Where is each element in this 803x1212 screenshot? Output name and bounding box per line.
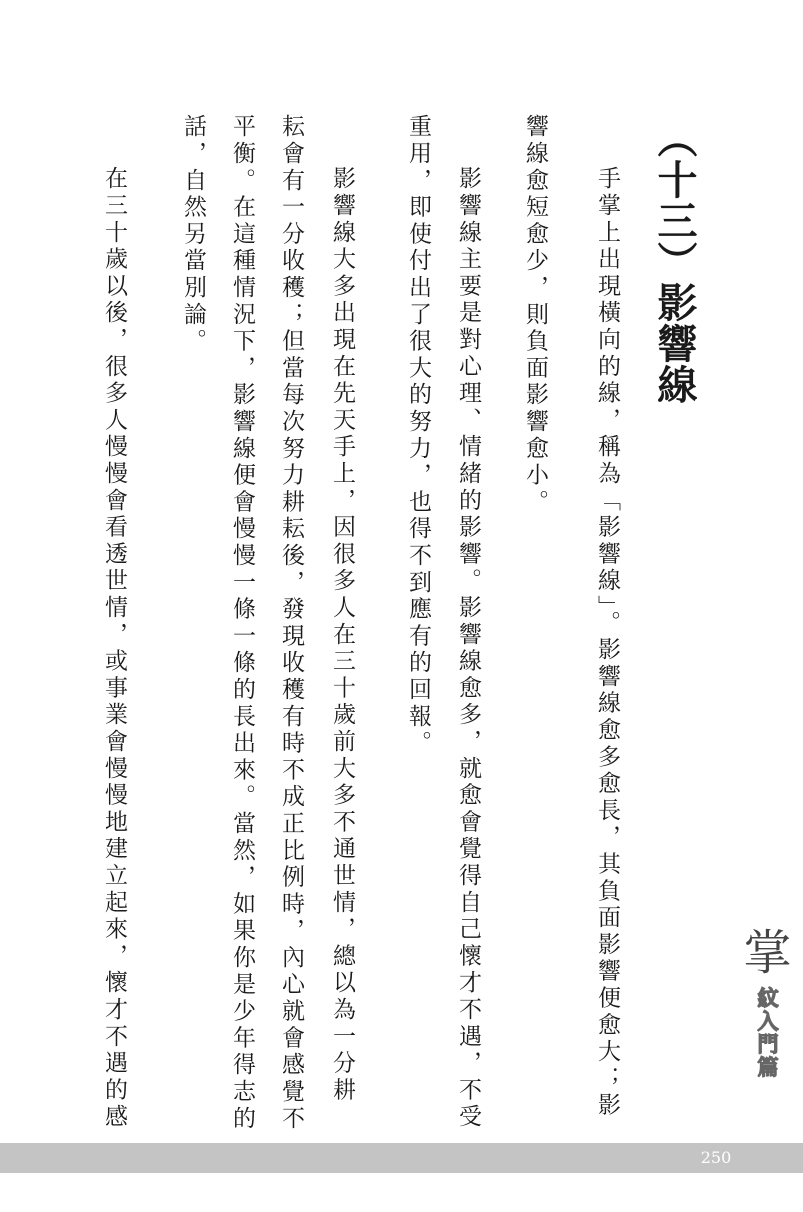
page-number: 250 (700, 1148, 732, 1167)
text-line: 手掌上出現橫向的線，稱為「影響線」。影響線愈多愈長，其負面影響便愈大；影 (594, 166, 620, 1120)
text-line: 影響線大多出現在先天手上，因很多人在三十歲前大多不通世情，總以為一分耕 (329, 166, 355, 1104)
emblem-subtitle: 紋入門篇 (755, 987, 779, 1079)
text-line: 重用，即使付出了很大的努力，也得不到應有的回報。 (405, 114, 431, 758)
side-emblem (740, 925, 795, 1120)
text-line: 影響線主要是對心理、情緒的影響。影響線愈多，就愈會覺得自己懷才不遇，不受 (455, 166, 481, 1131)
section-title: （十三）影響線 (651, 118, 697, 405)
text-line: 響線愈短愈少，則負面影響愈小。 (522, 114, 548, 516)
footer-bar (0, 1143, 803, 1173)
text-line: 耘會有一分收穫；但當每次努力耕耘後，發現收穫有時不成正比例時，內心就會感覺不 (278, 114, 304, 1133)
emblem-main-char: 掌 (743, 925, 792, 981)
text-line: 平衡。在這種情況下，影響線便會慢慢一條一條的長出來。當然，如果你是少年得志的 (229, 114, 255, 1133)
text-line: 在三十歲以後，很多人慢慢會看透世情，或事業會慢慢地建立起來，懷才不遇的感 (101, 166, 127, 1131)
text-line: 話，自然另當別論。 (180, 114, 206, 356)
